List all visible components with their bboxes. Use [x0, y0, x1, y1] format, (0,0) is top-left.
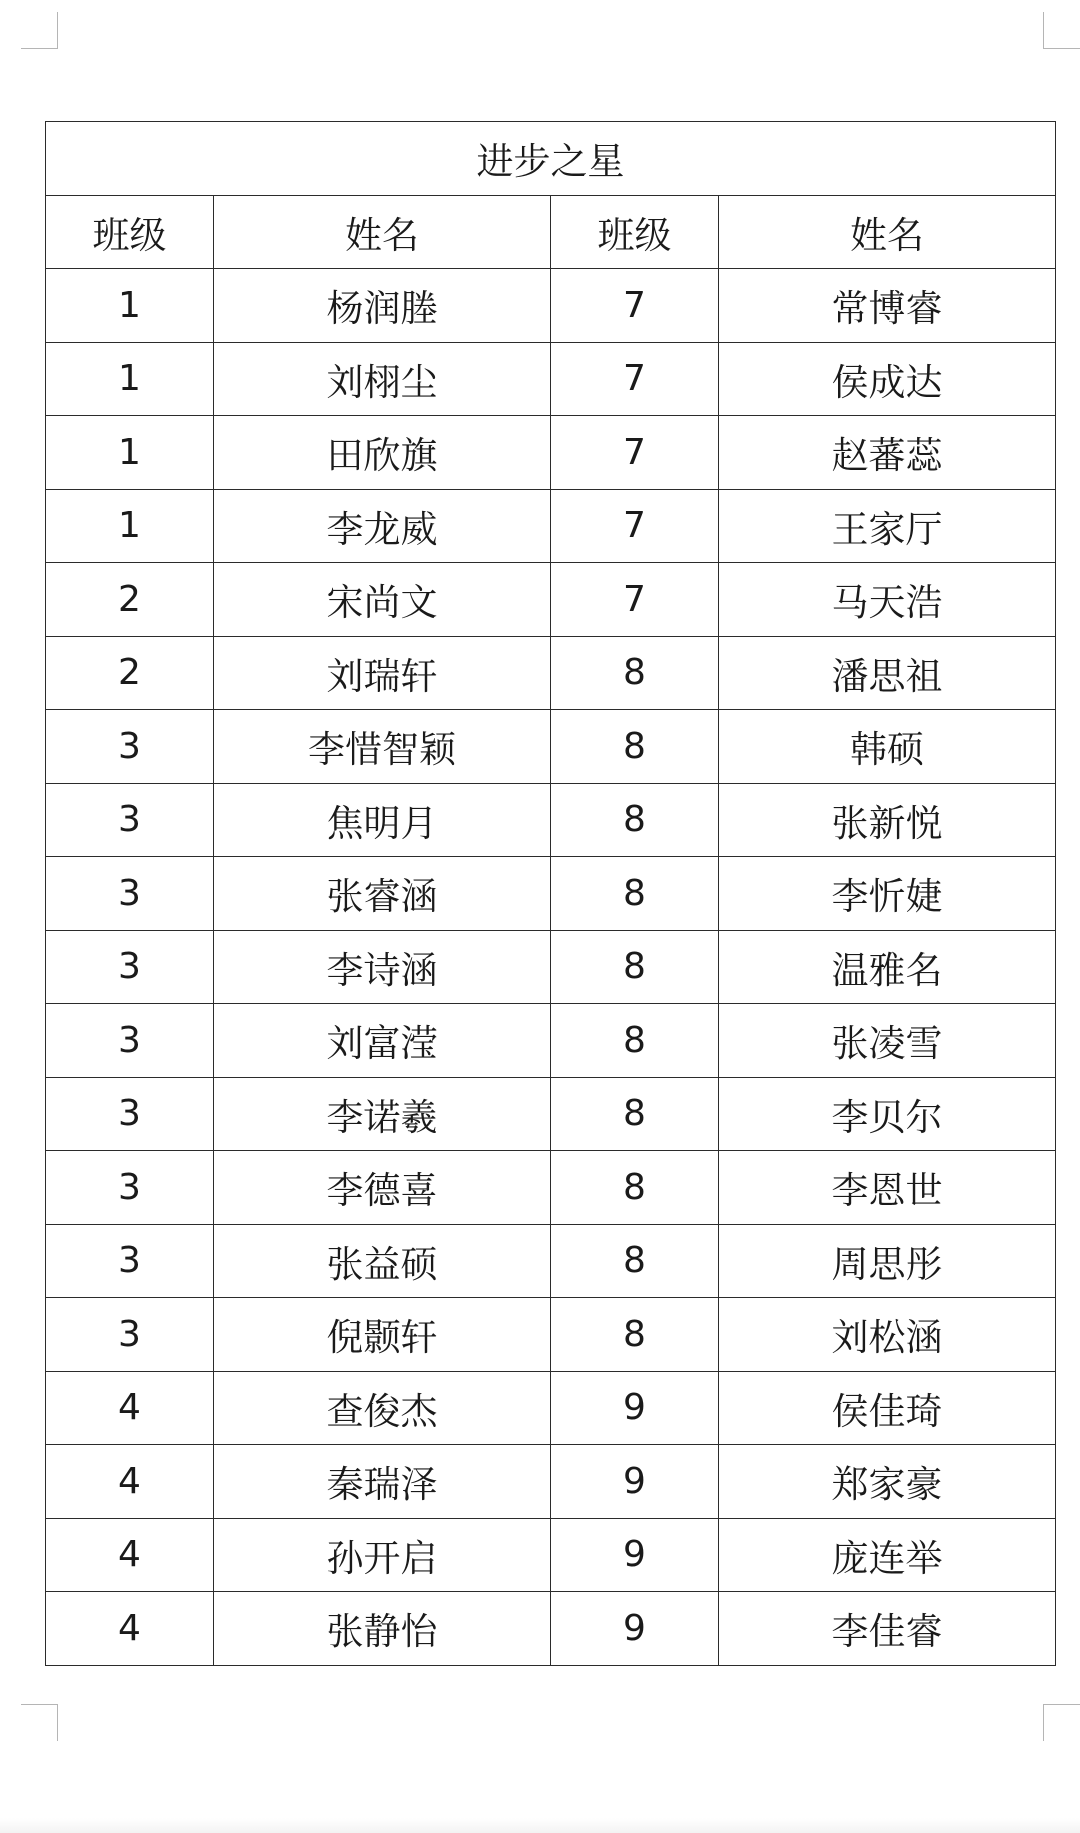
- name-cell: 张益硕: [214, 1224, 551, 1298]
- name-cell: 倪颢轩: [214, 1298, 551, 1372]
- class-cell: 9: [551, 1371, 719, 1445]
- class-cell: 8: [551, 636, 719, 710]
- class-cell: 8: [551, 1004, 719, 1078]
- name-cell: 刘瑞轩: [214, 636, 551, 710]
- name-cell: 韩硕: [719, 710, 1056, 784]
- name-cell: 张新悦: [719, 783, 1056, 857]
- name-cell: 宋尚文: [214, 563, 551, 637]
- class-cell: 9: [551, 1445, 719, 1519]
- table-row: [46, 563, 1056, 637]
- class-cell: 3: [46, 1004, 214, 1078]
- header-class-left: 班级: [46, 195, 214, 269]
- table-row: [46, 342, 1056, 416]
- name-cell: 李佳睿: [719, 1592, 1056, 1666]
- name-cell: 李惜智颖: [214, 710, 551, 784]
- crop-mark-bottom-right: [1043, 1704, 1080, 1741]
- table-row: [46, 857, 1056, 931]
- class-cell: 2: [46, 563, 214, 637]
- class-cell: 8: [551, 1224, 719, 1298]
- name-cell: 焦明月: [214, 783, 551, 857]
- progress-star-table: [45, 121, 1056, 1666]
- name-cell: 常博睿: [719, 269, 1056, 343]
- table-row: [46, 269, 1056, 343]
- table-row: [46, 1151, 1056, 1225]
- class-cell: 8: [551, 930, 719, 1004]
- table-title: 进步之星: [46, 122, 1056, 196]
- name-cell: 刘富滢: [214, 1004, 551, 1078]
- header-name-right: 姓名: [719, 195, 1056, 269]
- name-cell: 王家厅: [719, 489, 1056, 563]
- class-cell: 7: [551, 416, 719, 490]
- crop-mark-top-left: [21, 12, 58, 49]
- class-cell: 8: [551, 1151, 719, 1225]
- class-cell: 3: [46, 1298, 214, 1372]
- class-cell: 8: [551, 783, 719, 857]
- class-cell: 7: [551, 489, 719, 563]
- class-cell: 1: [46, 489, 214, 563]
- table-row: [46, 1592, 1056, 1666]
- name-cell: 刘栩尘: [214, 342, 551, 416]
- name-cell: 李恩世: [719, 1151, 1056, 1225]
- class-cell: 3: [46, 710, 214, 784]
- class-cell: 8: [551, 1077, 719, 1151]
- class-cell: 8: [551, 1298, 719, 1372]
- name-cell: 李德喜: [214, 1151, 551, 1225]
- class-cell: 8: [551, 857, 719, 931]
- crop-mark-top-right: [1043, 12, 1080, 49]
- class-cell: 1: [46, 269, 214, 343]
- table-row: [46, 930, 1056, 1004]
- name-cell: 李龙威: [214, 489, 551, 563]
- name-cell: 杨润塍: [214, 269, 551, 343]
- name-cell: 侯佳琦: [719, 1371, 1056, 1445]
- class-cell: 7: [551, 269, 719, 343]
- class-cell: 4: [46, 1445, 214, 1519]
- class-cell: 7: [551, 342, 719, 416]
- page-bottom-edge: [0, 1818, 1080, 1833]
- table-row: [46, 1371, 1056, 1445]
- name-cell: 秦瑞泽: [214, 1445, 551, 1519]
- name-cell: 郑家豪: [719, 1445, 1056, 1519]
- table-row: [46, 783, 1056, 857]
- class-cell: 4: [46, 1592, 214, 1666]
- class-cell: 1: [46, 416, 214, 490]
- name-cell: 孙开启: [214, 1518, 551, 1592]
- crop-mark-bottom-left: [21, 1704, 58, 1741]
- class-cell: 3: [46, 1077, 214, 1151]
- name-cell: 潘思祖: [719, 636, 1056, 710]
- class-cell: 9: [551, 1518, 719, 1592]
- name-cell: 侯成达: [719, 342, 1056, 416]
- class-cell: 4: [46, 1518, 214, 1592]
- class-cell: 7: [551, 563, 719, 637]
- name-cell: 李诗涵: [214, 930, 551, 1004]
- class-cell: 2: [46, 636, 214, 710]
- class-cell: 3: [46, 1151, 214, 1225]
- name-cell: 温雅名: [719, 930, 1056, 1004]
- name-cell: 李忻婕: [719, 857, 1056, 931]
- table-row: [46, 636, 1056, 710]
- name-cell: 李贝尔: [719, 1077, 1056, 1151]
- name-cell: 张凌雪: [719, 1004, 1056, 1078]
- table-row: [46, 1077, 1056, 1151]
- table-row: [46, 489, 1056, 563]
- name-cell: 刘松涵: [719, 1298, 1056, 1372]
- header-name-left: 姓名: [214, 195, 551, 269]
- name-cell: 张静怡: [214, 1592, 551, 1666]
- table-row: [46, 1518, 1056, 1592]
- name-cell: 赵蕃蕊: [719, 416, 1056, 490]
- class-cell: 4: [46, 1371, 214, 1445]
- class-cell: 3: [46, 857, 214, 931]
- name-cell: 周思彤: [719, 1224, 1056, 1298]
- table-row: [46, 1445, 1056, 1519]
- table-row: [46, 1224, 1056, 1298]
- table-title-row: [46, 122, 1056, 196]
- class-cell: 3: [46, 930, 214, 1004]
- table-row: [46, 416, 1056, 490]
- name-cell: 李诺羲: [214, 1077, 551, 1151]
- table-row: [46, 1298, 1056, 1372]
- class-cell: 8: [551, 710, 719, 784]
- table-row: [46, 710, 1056, 784]
- class-cell: 3: [46, 783, 214, 857]
- name-cell: 张睿涵: [214, 857, 551, 931]
- class-cell: 3: [46, 1224, 214, 1298]
- name-cell: 庞连举: [719, 1518, 1056, 1592]
- class-cell: 1: [46, 342, 214, 416]
- table-header-row: [46, 195, 1056, 269]
- name-cell: 田欣旗: [214, 416, 551, 490]
- name-cell: 马天浩: [719, 563, 1056, 637]
- header-class-right: 班级: [551, 195, 719, 269]
- class-cell: 9: [551, 1592, 719, 1666]
- table-row: [46, 1004, 1056, 1078]
- name-cell: 查俊杰: [214, 1371, 551, 1445]
